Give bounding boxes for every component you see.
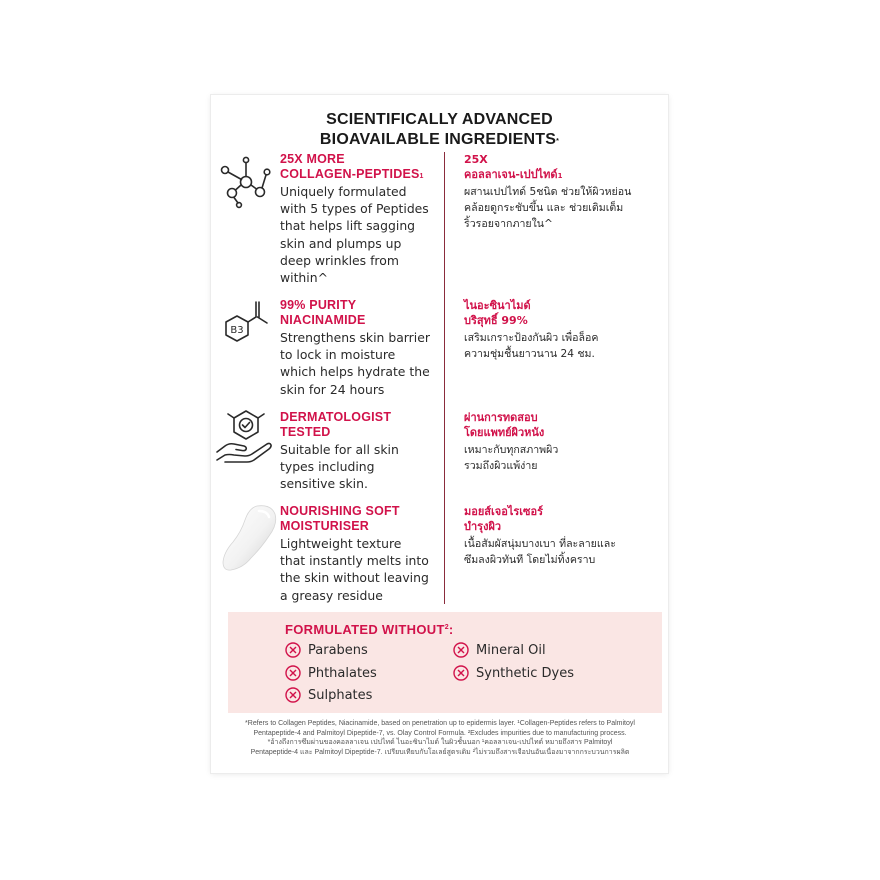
feature-dermatologist-en [280, 410, 436, 493]
molecule-icon [215, 150, 277, 212]
heading-line-1: 25X [464, 153, 488, 166]
body-line: types including [280, 459, 375, 475]
body-line: ซึมลงผิวทันที โดยไม่ทิ้งคราบ [464, 554, 596, 566]
without-item-label: Mineral Oil [476, 642, 546, 658]
without-title-mark: 2 [444, 624, 449, 631]
without-item-label: Parabens [308, 642, 368, 658]
feature-body-en [280, 183, 436, 286]
heading-line-2: บำรุงผิว [464, 520, 502, 533]
formulated-without-title [285, 622, 454, 637]
feature-moisturiser-en [280, 504, 436, 604]
card-title [211, 110, 668, 150]
footnote-line: *อ้างถึงการซึมผ่านของคอลลาเจน เปปไทด์ ไนอะซินาไมด์ ในผิวชั้นนอก ¹คอลลาเจน-เปปไทด์ หมายถึงสาร Palmitoyl [267, 739, 613, 746]
body-line: skin for 24 hours [280, 381, 385, 397]
cream-swatch-icon [217, 502, 283, 578]
body-line: เหมาะกับทุกสภาพผิว [464, 444, 559, 456]
heading-line-2: คอลลาเจน-เปปไทด์ [464, 168, 558, 181]
heading-line-2: TESTED [280, 425, 331, 439]
ingredient-card [211, 95, 668, 773]
feature-heading-th [464, 504, 662, 534]
column-divider [444, 152, 445, 604]
heading-line-2: โดยแพทย์ผิวหนัง [464, 426, 545, 439]
heading-line-1: NOURISHING SOFT [280, 504, 400, 518]
feature-heading-en [280, 152, 436, 182]
title-line-1: SCIENTIFICALLY ADVANCED [326, 111, 553, 128]
cross-circle-icon [285, 642, 301, 658]
without-item-sulphates [285, 687, 372, 703]
without-item-label: Sulphates [308, 687, 373, 703]
without-title-text: FORMULATED WITHOUT [285, 622, 445, 637]
heading-mark: 1 [557, 172, 563, 180]
feature-heading-th [464, 298, 662, 328]
body-line: คล้อยดูกระชับขึ้น และ ช่วยเติมเต็ม [464, 202, 624, 214]
feature-moisturiser-th [464, 504, 662, 568]
body-line: Uniquely formulated [280, 184, 407, 199]
body-line: that instantly melts into [280, 553, 429, 569]
feature-body-en [280, 441, 436, 493]
footnote-line: Pentapeptide-4 และ Palmitoyl Dipeptide-7. เปรียบเทียบกับโอเลย์สูตรเดิม ²ไม่รวมถึงสารเจือปนอันเนื่องมาจากกระบวนการผลิต [250, 748, 630, 756]
body-line: deep wrinkles from [280, 252, 399, 268]
heading-line-1: มอยส์เจอไรเซอร์ [464, 505, 544, 518]
heading-line-1: 99% PURITY [280, 298, 357, 312]
heading-line-1: 25X MORE [280, 152, 345, 166]
feature-body-th [464, 330, 662, 362]
cross-circle-icon [453, 665, 469, 681]
heading-mark: 1 [419, 173, 424, 180]
without-item-label: Phthalates [308, 665, 377, 681]
body-line: ริ้วรอยจากภายใน^ [464, 218, 553, 230]
without-title-colon: : [448, 622, 454, 637]
without-item-label: Synthetic Dyes [476, 665, 574, 681]
feature-heading-en [280, 298, 436, 328]
title-line-2: BIOAVAILABLE INGREDIENTS [319, 131, 557, 148]
heading-line-2: MOISTURISER [280, 519, 370, 533]
b3-label: B3 [230, 325, 244, 336]
cross-circle-icon [453, 642, 469, 658]
heading-line-2: บริสุทธิ์ 99% [464, 314, 528, 327]
feature-dermatologist-th [464, 410, 662, 474]
feature-body-th [464, 442, 662, 474]
feature-heading-th [464, 152, 662, 182]
body-line: เสริมเกราะป้องกันผิว เพื่อล็อค [464, 332, 599, 344]
feature-body-th [464, 184, 662, 232]
body-line: which helps hydrate the [280, 364, 430, 380]
feature-body-en [280, 329, 436, 398]
body-line: Strengthens skin barrier [280, 330, 430, 345]
title-mark: * [556, 138, 560, 145]
cross-circle-icon [285, 687, 301, 703]
heading-line-2: COLLAGEN-PEPTIDES [280, 167, 420, 181]
body-line: รวมถึงผิวแพ้ง่าย [464, 460, 538, 472]
body-line: that helps lift sagging [280, 218, 416, 234]
body-line: within^ [280, 270, 328, 286]
body-line: เนื้อสัมผัสนุ่มบางเบา ที่ละลายและ [464, 538, 616, 550]
cross-circle-icon [285, 665, 301, 681]
body-line: ผสานเปปไทด์ 5ชนิด ช่วยให้ผิวหย่อน [464, 186, 632, 198]
body-line: ความชุ่มชื้นยาวนาน 24 ชม. [464, 348, 595, 360]
feature-niacinamide-en [280, 298, 436, 398]
body-line: Suitable for all skin [280, 442, 399, 457]
footnote-line: Pentapeptide-4 and Palmitoyl Dipeptide-7, vs. Olay Control Formula. ²Excludes impurities due to manufacturing process. [253, 729, 627, 737]
feature-niacinamide-th [464, 298, 662, 362]
body-line: with 5 types of Peptides [280, 201, 429, 217]
body-line: sensitive skin. [280, 476, 368, 492]
feature-heading-th [464, 410, 662, 440]
formulated-without-panel [228, 612, 662, 713]
feature-heading-en [280, 410, 436, 440]
feature-body-en [280, 535, 436, 604]
footnotes [225, 719, 655, 757]
without-item-mineral-oil [453, 642, 546, 658]
footnote-line: *Refers to Collagen Peptides, Niacinamide, based on penetration up to epidermis layer. ¹Collagen-Peptides refers to Palmitoyl [245, 720, 635, 727]
feature-collagen-th [464, 152, 662, 232]
body-line: to lock in moisture [280, 347, 396, 363]
without-item-parabens [285, 642, 368, 658]
without-item-synthetic-dyes [453, 665, 574, 681]
b3-hexagon-icon [215, 294, 277, 356]
heading-line-1: DERMATOLOGIST [280, 410, 392, 424]
body-line: Lightweight texture [280, 536, 402, 551]
heading-line-1: ไนอะซินาไมด์ [464, 299, 531, 312]
feature-body-th [464, 536, 662, 568]
without-item-phthalates [285, 665, 377, 681]
body-line: skin and plumps up [280, 235, 402, 251]
body-line: the skin without leaving [280, 570, 429, 586]
feature-collagen-en [280, 152, 436, 286]
heading-line-1: ผ่านการทดสอบ [464, 411, 538, 424]
feature-heading-en [280, 504, 436, 534]
hand-check-icon [215, 406, 277, 468]
heading-line-2: NIACINAMIDE [280, 313, 366, 327]
body-line: a greasy residue [280, 587, 383, 603]
